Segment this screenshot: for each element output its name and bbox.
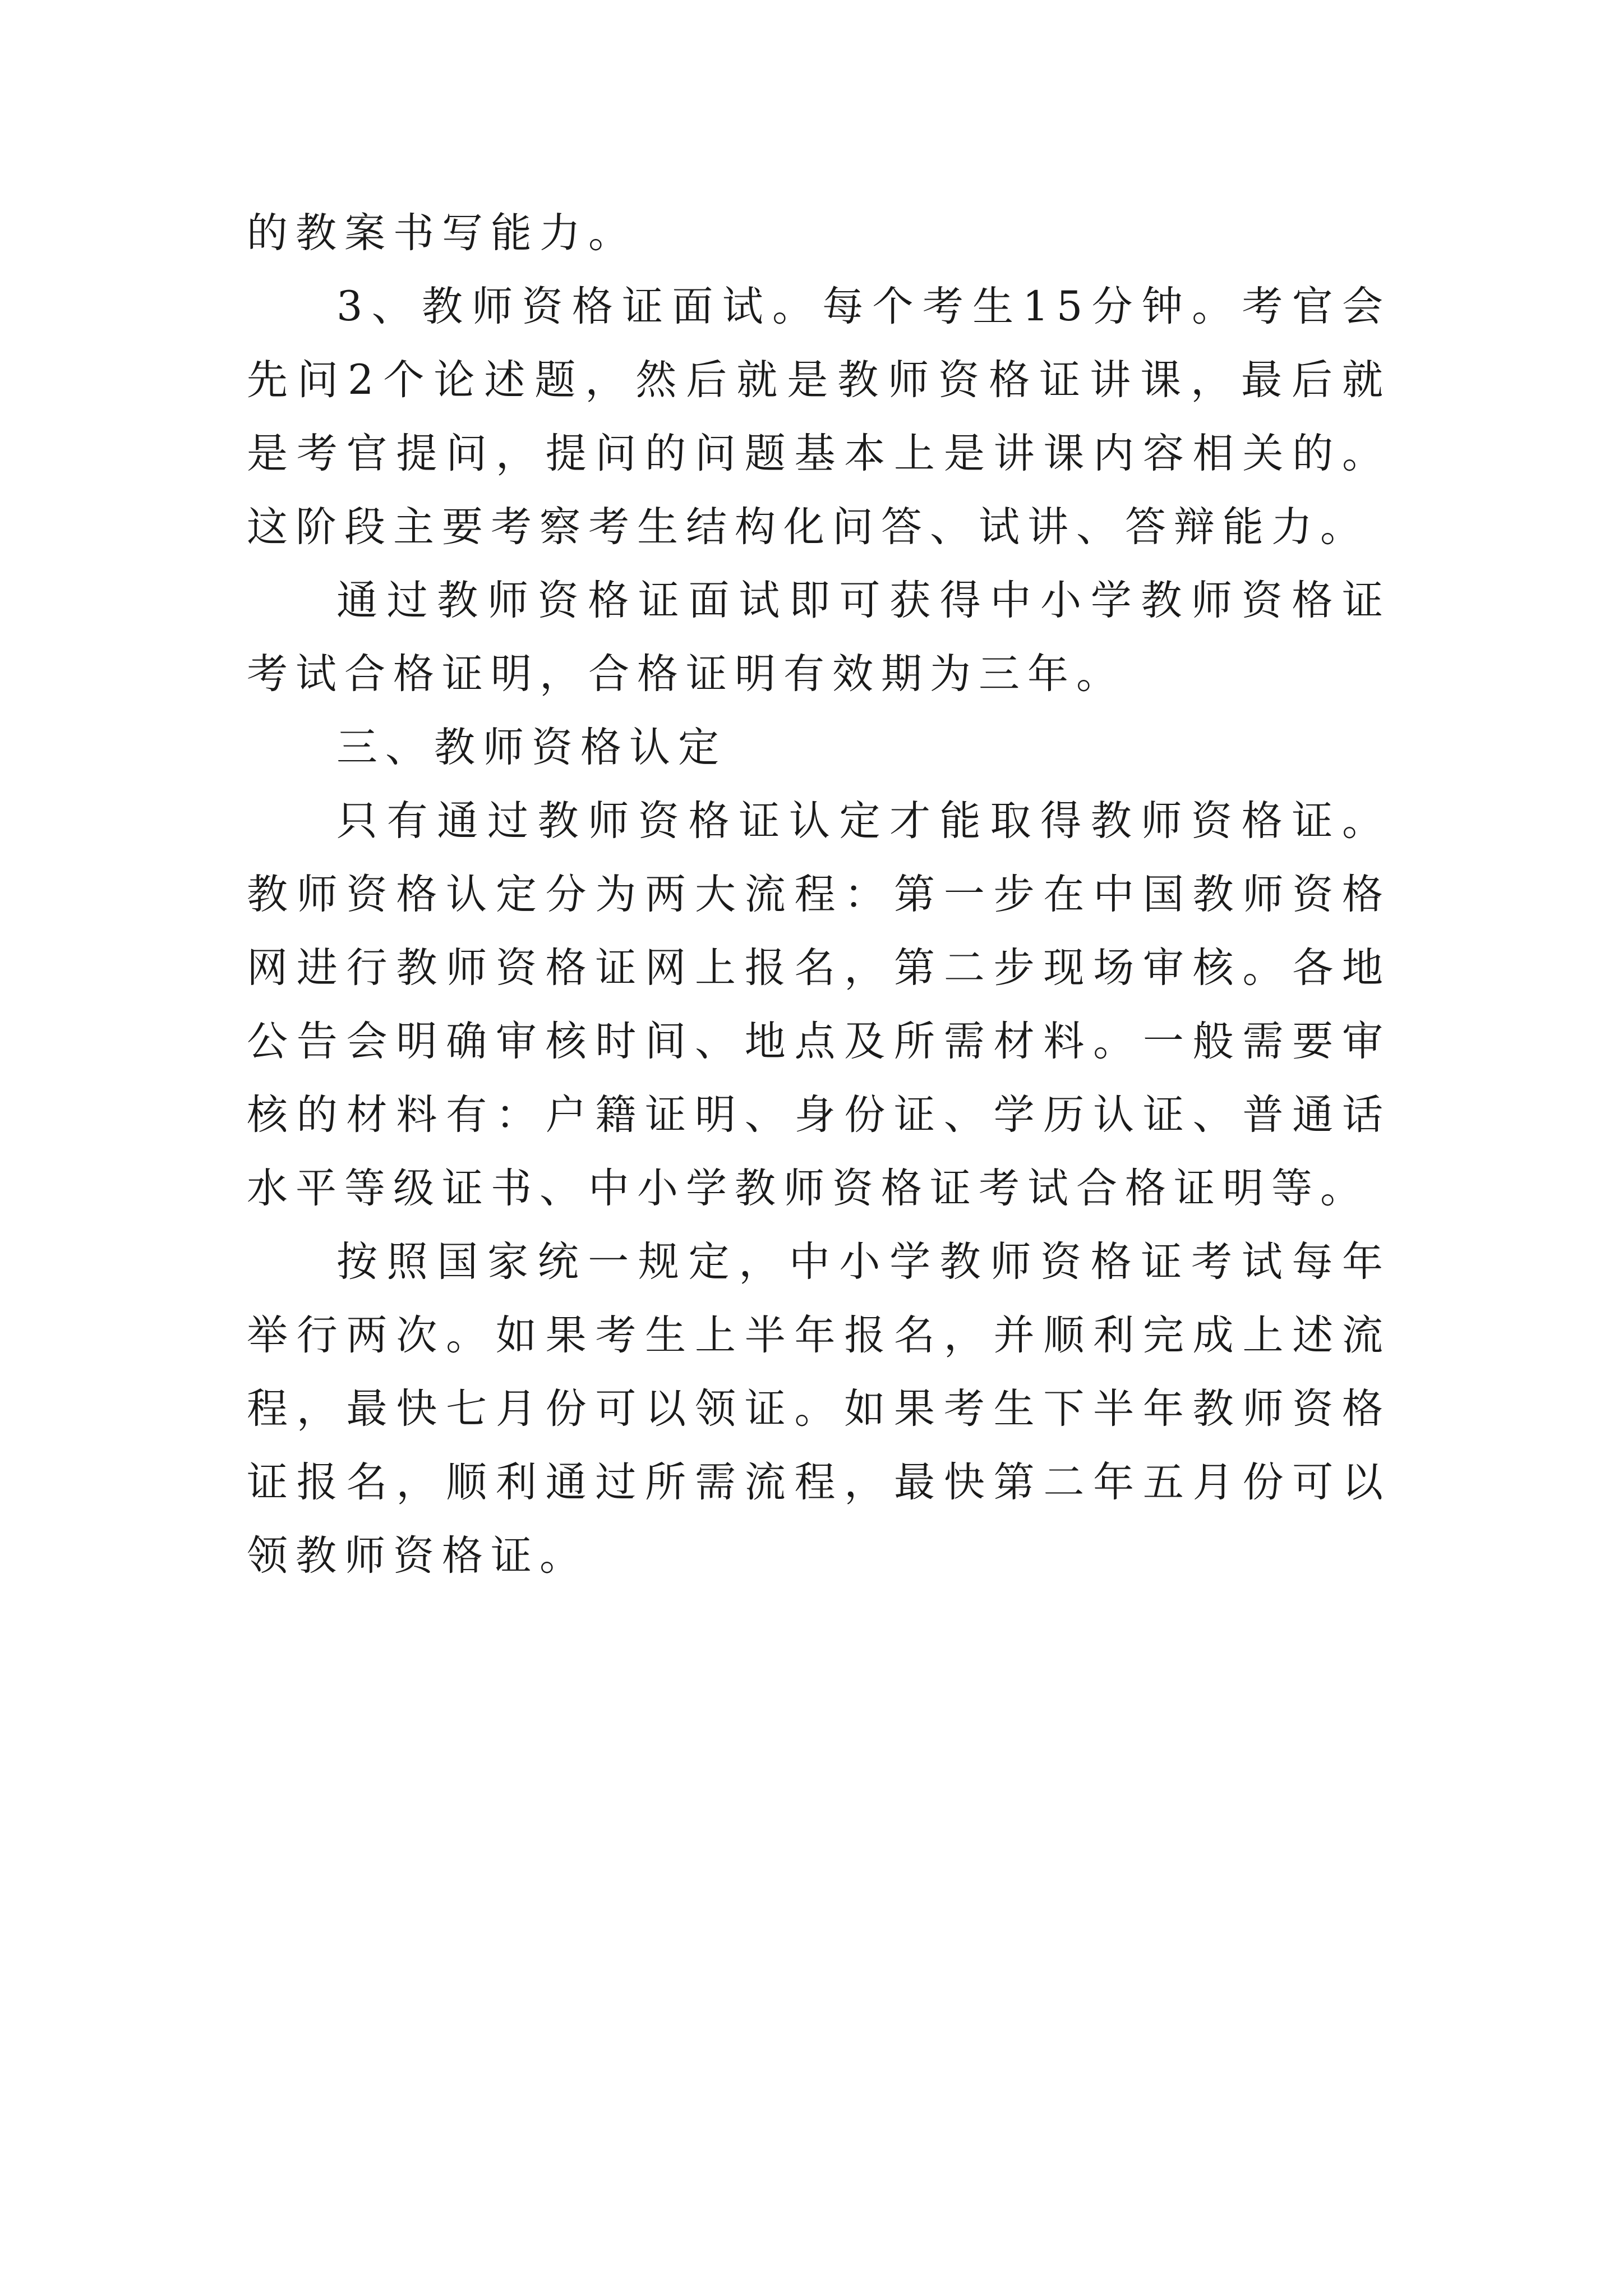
paragraph-qualification-process: 只有通过教师资格证认定才能取得教师资格证。教师资格认定分为两大流程：第一步在中国教师资格网进行教师资格证网上报名，第二步现场审核。各地公告会明确审核时间、地点及所需材料。一般需要审核的材料有：户籍证明、身份证、学历认证、普通话水平等级证书、中小学教师资格证考试合格证明等。 bbox=[247, 797, 1391, 1212]
paragraph-continuation: 的教案书写能力。 bbox=[247, 209, 637, 257]
paragraph-certificate-validity: 通过教师资格证面试即可获得中小学教师资格证考试合格证明，合格证明有效期为三年。 bbox=[247, 577, 1391, 698]
body-text bbox=[247, 196, 1391, 1593]
paragraph-interview: 3、教师资格证面试。每个考生15分钟。考官会先问2个论述题，然后就是教师资格证讲课，最后就是考官提问，提问的问题基本上是讲课内容相关的。这阶段主要考察考生结构化问答、试讲、答辩能力。 bbox=[247, 283, 1391, 551]
section-heading-qualification: 三、教师资格认定 bbox=[336, 724, 727, 771]
paragraph-exam-schedule: 按照国家统一规定，中小学教师资格证考试每年举行两次。如果考生上半年报名，并顺利完成上述流程，最快七月份可以领证。如果考生下半年教师资格证报名，顺利通过所需流程，最快第二年五月份可以领教师资格证。 bbox=[247, 1238, 1391, 1580]
